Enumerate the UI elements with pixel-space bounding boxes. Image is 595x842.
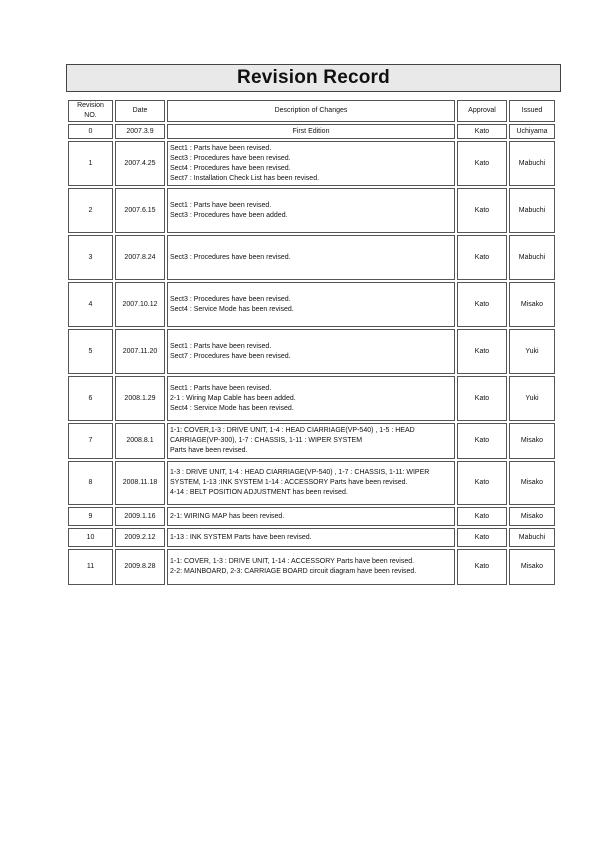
date-cell: 2008.11.18 (115, 461, 165, 505)
table-row (68, 282, 555, 327)
revision-no-cell: 7 (68, 423, 113, 459)
table-row (68, 329, 555, 374)
description-cell (167, 528, 455, 547)
approval-cell: Kato (457, 188, 507, 233)
description-line: Sect3 : Procedures have been added. (170, 211, 288, 219)
issued-cell: Uchiyama (509, 124, 555, 139)
issued-cell: Yuki (509, 376, 555, 421)
description-cell (167, 329, 455, 374)
issued-cell: Mabuchi (509, 528, 555, 547)
description-cell (167, 124, 455, 139)
description-line: 1-13 : INK SYSTEM Parts have been revised. (170, 533, 312, 541)
revision-no-cell: 1 (68, 141, 113, 186)
table-row (68, 188, 555, 233)
date-cell: 2007.4.25 (115, 141, 165, 186)
revision-no-cell: 11 (68, 549, 113, 585)
approval-cell: Kato (457, 461, 507, 505)
approval-cell: Kato (457, 376, 507, 421)
header-revision-line1: Revision (77, 102, 104, 109)
issued-cell: Misako (509, 507, 555, 526)
approval-cell: Kato (457, 549, 507, 585)
header-revision-no (68, 100, 113, 122)
description-line: Sect3 : Procedures have been revised. (170, 295, 291, 303)
approval-cell: Kato (457, 282, 507, 327)
description-line: 2-2: MAINBOARD, 2-3: CARRIAGE BOARD circuit diagram have been revised. (170, 568, 417, 575)
issued-cell: Yuki (509, 329, 555, 374)
issued-cell: Misako (509, 549, 555, 585)
description-line: 1-1: COVER, 1-3 : DRIVE UNIT, 1-14 : ACCESSORY Parts have been revised. (170, 558, 415, 565)
header-date: Date (115, 100, 165, 122)
table-row (68, 423, 555, 459)
header-revision-line2: NO. (84, 112, 97, 119)
header-description: Description of Changes (167, 100, 455, 122)
description-cell (167, 188, 455, 233)
description-cell (167, 282, 455, 327)
date-cell: 2009.2.12 (115, 528, 165, 547)
date-cell: 2007.3.9 (115, 124, 165, 139)
approval-cell: Kato (457, 124, 507, 139)
description-cell (167, 141, 455, 186)
description-line: Sect1 : Parts have been revised. (170, 342, 272, 350)
revision-no-cell: 2 (68, 188, 113, 233)
table-row (68, 507, 555, 526)
revision-no-cell: 9 (68, 507, 113, 526)
header-issued: Issued (509, 100, 555, 122)
description-cell (167, 461, 455, 505)
approval-cell: Kato (457, 141, 507, 186)
table-row (68, 235, 555, 280)
description-cell (167, 549, 455, 585)
revision-no-cell: 6 (68, 376, 113, 421)
revision-no-cell: 0 (68, 124, 113, 139)
description-line: Sect4 : Procedures have been revised. (170, 164, 291, 172)
revision-no-cell: 5 (68, 329, 113, 374)
description-cell (167, 235, 455, 280)
issued-cell: Misako (509, 461, 555, 505)
approval-cell: Kato (457, 235, 507, 280)
approval-cell: Kato (457, 507, 507, 526)
description-line: 2-1: WIRING MAP has been revised. (170, 512, 285, 520)
description-line: Sect3 : Procedures have been revised. (170, 154, 291, 162)
issued-cell: Mabuchi (509, 235, 555, 280)
date-cell: 2008.1.29 (115, 376, 165, 421)
table-row (68, 528, 555, 547)
table-row (68, 124, 555, 139)
description-line: Sect1 : Parts have been revised. (170, 201, 272, 209)
header-approval: Approval (457, 100, 507, 122)
table-row (68, 141, 555, 186)
issued-cell: Misako (509, 423, 555, 459)
description-line: Sect3 : Procedures have been revised. (170, 253, 291, 261)
header-row (68, 100, 555, 122)
table-row (68, 376, 555, 421)
date-cell: 2008.8.1 (115, 423, 165, 459)
description-cell (167, 507, 455, 526)
table-row (68, 461, 555, 505)
description-cell (167, 376, 455, 421)
issued-cell: Misako (509, 282, 555, 327)
revision-table (66, 98, 557, 587)
issued-cell: Mabuchi (509, 188, 555, 233)
date-cell: 2009.1.16 (115, 507, 165, 526)
description-line: 2-1 : Wiring Map Cable has been added. (170, 394, 296, 402)
description-line: 1-1: COVER,1-3 : DRIVE UNIT, 1-4 : HEAD CIARRIAGE(VP-540) , 1-5 : HEAD CARRIAGE(VP-300), 1-7 : CHASSIS, 1-11 : WIPER SYSTEM (170, 427, 415, 444)
page-title: Revision Record (237, 67, 390, 88)
description-line: 1-3 : DRIVE UNIT, 1-4 : HEAD CIARRIAGE(VP-540) , 1-7 : CHASSIS, 1-11: WIPER SYSTEM, 1-13 :INK SYSTEM 1-14 : ACCESSORY Parts have been revised. (170, 469, 430, 486)
approval-cell: Kato (457, 528, 507, 547)
issued-cell: Mabuchi (509, 141, 555, 186)
description-line: Sect4 : Service Mode has been revised. (170, 404, 294, 412)
description-line: Sect7 : Installation Check List has been revised. (170, 174, 320, 182)
date-cell: 2009.8.28 (115, 549, 165, 585)
description-line: Sect1 : Parts have been revised. (170, 384, 272, 392)
revision-no-cell: 4 (68, 282, 113, 327)
approval-cell: Kato (457, 329, 507, 374)
description-cell (167, 423, 455, 459)
revision-no-cell: 8 (68, 461, 113, 505)
revision-no-cell: 10 (68, 528, 113, 547)
table-row (68, 549, 555, 585)
description-line: 4-14 : BELT POSITION ADJUSTMENT has been revised. (170, 489, 348, 496)
revision-no-cell: 3 (68, 235, 113, 280)
date-cell: 2007.10.12 (115, 282, 165, 327)
title-box (66, 64, 561, 92)
approval-cell: Kato (457, 423, 507, 459)
description-line: Parts have been revised. (170, 447, 248, 454)
description-line: First Edition (292, 127, 330, 135)
description-line: Sect4 : Service Mode has been revised. (170, 305, 294, 313)
date-cell: 2007.8.24 (115, 235, 165, 280)
date-cell: 2007.6.15 (115, 188, 165, 233)
description-line: Sect7 : Procedures have been revised. (170, 352, 291, 360)
description-line: Sect1 : Parts have been revised. (170, 144, 272, 152)
date-cell: 2007.11.20 (115, 329, 165, 374)
